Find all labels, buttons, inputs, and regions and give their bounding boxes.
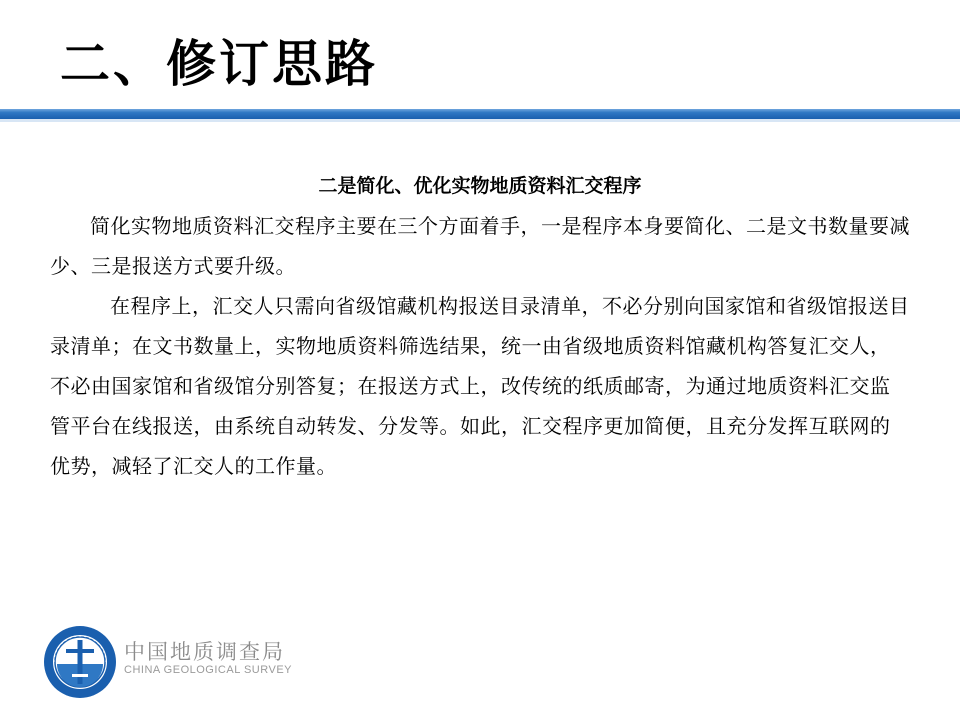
org-name-cn: 中国地质调查局 (124, 640, 285, 664)
paragraph-intro: 简化实物地质资料汇交程序主要在三个方面着手，一是程序本身要简化、二是文书数量要减少、三是报送方式要升级。 (50, 214, 910, 278)
org-name-en: CHINA GEOLOGICAL SURVEY (124, 664, 292, 676)
title-divider-shadow (0, 119, 960, 122)
title-divider-bar (0, 109, 960, 119)
paragraph-detail: 在程序上，汇交人只需向省级馆藏机构报送目录清单，不必分别向国家馆和省级馆报送目录清单；在文书数量上，实物地质资料筛选结果，统一由省级地质资料馆藏机构答复汇交人，不必由国家馆和省级馆分别答复；在报送方式上，改传统的纸质邮寄，为通过地质资料汇交监管平台在线报送，由系统自动转发、分发等。如此，汇交程序更加简便，且充分发挥互联网的优势，减轻了汇交人的工作量。 (50, 294, 910, 478)
content-area (50, 168, 910, 486)
section-subheading: 二是简化、优化实物地质资料汇交程序 (318, 175, 642, 197)
cgs-emblem-icon (42, 624, 118, 700)
slide-title: 二、修订思路 (60, 35, 378, 93)
